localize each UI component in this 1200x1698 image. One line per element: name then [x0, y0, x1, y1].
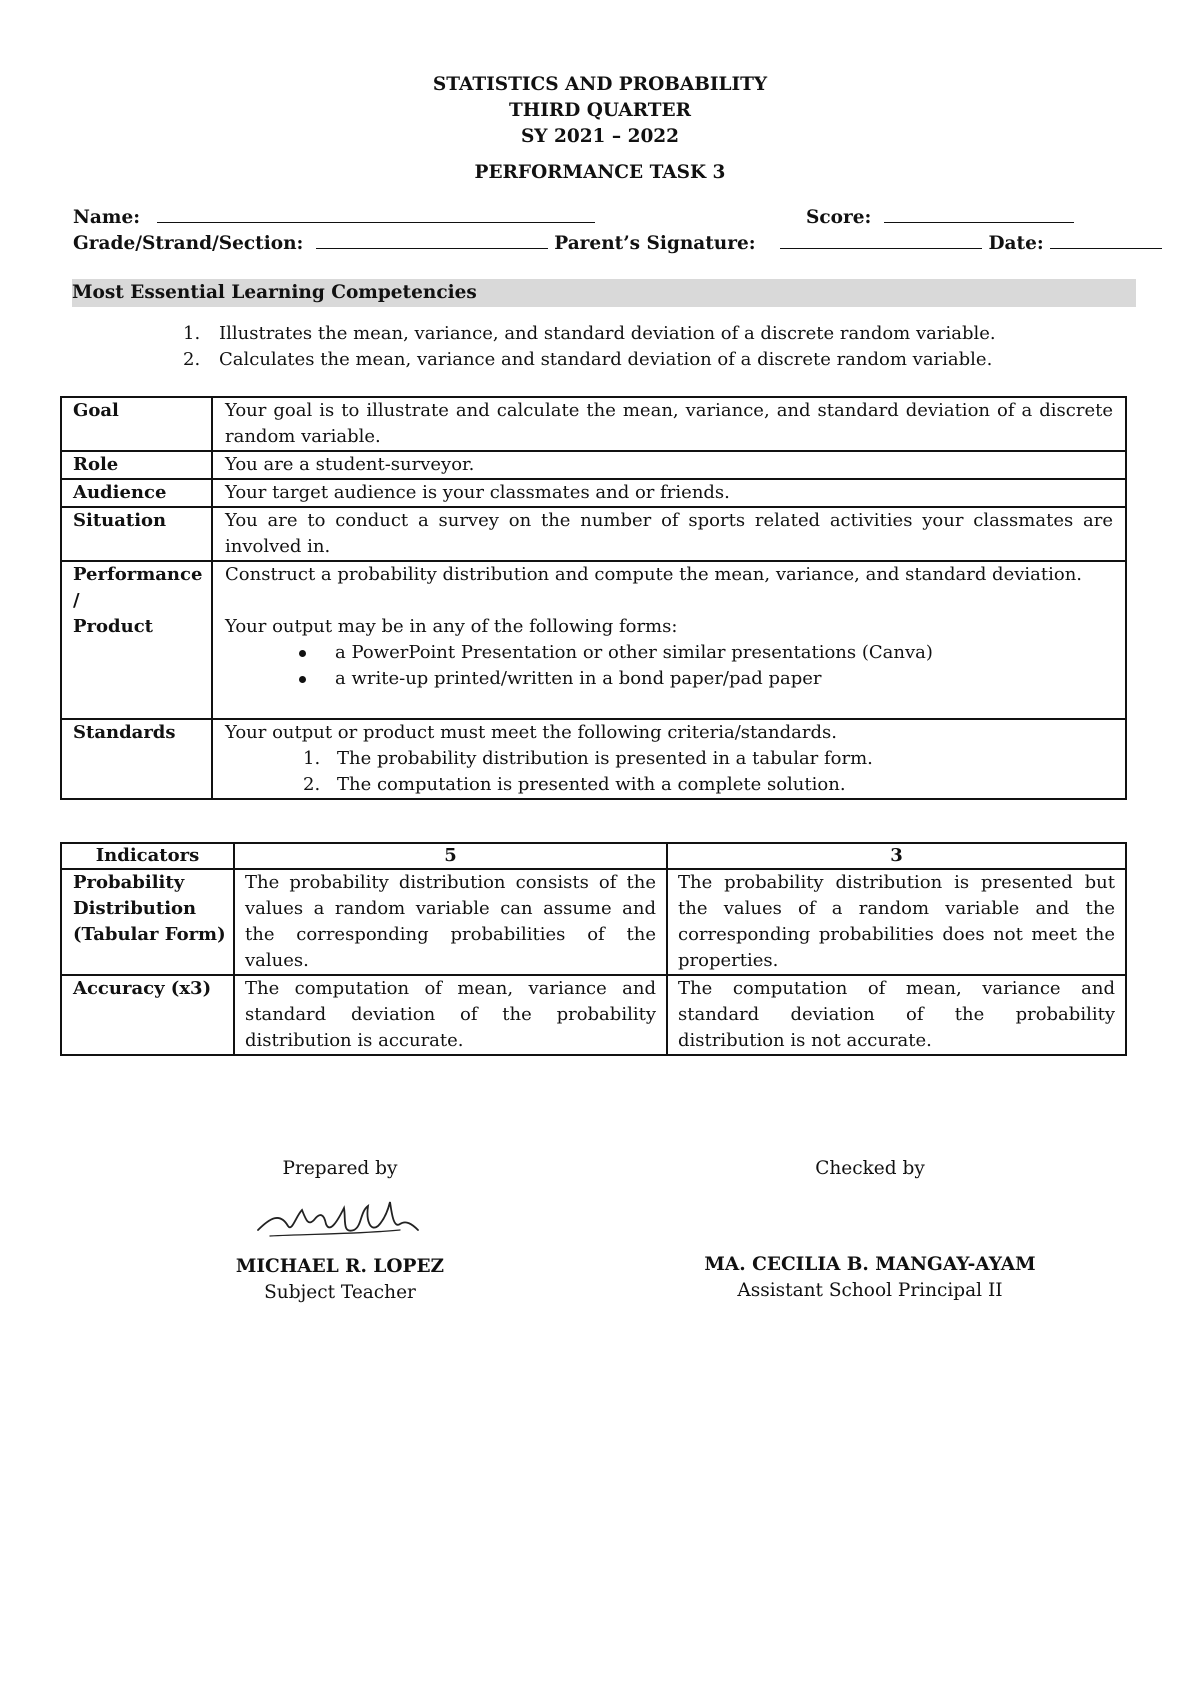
checked-by-title: Assistant School Principal II	[737, 1280, 1003, 1301]
accuracy-score-5: The computation of mean, variance and standard deviation of the probability distribution is accurate.	[234, 975, 667, 1055]
goal-text: Your goal is to illustrate and calculate the mean, variance, and standard deviation of a discrete random variable.	[212, 397, 1126, 451]
prepared-by-title: Subject Teacher	[264, 1282, 416, 1303]
checked-by-name: MA. CECILIA B. MANGAY-AYAM	[704, 1254, 1036, 1275]
task-title: PERFORMANCE TASK 3	[474, 162, 726, 183]
name-field[interactable]	[157, 206, 595, 223]
competencies-list	[175, 322, 1135, 374]
grasps-table	[60, 396, 1127, 800]
probability-score-3: The probability distribution is presented but the values of a random variable and the corresponding probabilities does not meet the properties.	[667, 869, 1126, 975]
standards-list	[225, 746, 1113, 798]
list-item: 2. Calculates the mean, variance and standard deviation of a discrete random variable.	[183, 349, 993, 370]
table-row	[61, 869, 1126, 975]
audience-text: Your target audience is your classmates and or friends.	[212, 479, 1126, 507]
list-item: 2. The computation is presented with a complete solution.	[303, 774, 846, 795]
signature-icon	[250, 1190, 430, 1252]
situation-label: Situation	[61, 507, 212, 561]
grade-row	[73, 232, 1162, 254]
list-item: a write-up printed/written in a bond paper/pad paper	[293, 666, 1113, 692]
prepared-by-name: MICHAEL R. LOPEZ	[235, 1256, 445, 1277]
standards-text: Your output or product must meet the following criteria/standards. 1. The probability distribution is presented in a tabular form. 2. The computation is presented with a complete solution.	[212, 719, 1126, 799]
indicator-accuracy: Accuracy (x3)	[61, 975, 234, 1055]
parent-signature-field[interactable]	[780, 232, 982, 249]
checked-by-block	[660, 1156, 1080, 1304]
table-row	[61, 479, 1126, 507]
performance-label: Performance / Product	[61, 561, 212, 719]
table-header-row	[61, 843, 1126, 869]
subject-title: STATISTICS AND PROBABILITY	[432, 74, 768, 95]
table-row	[61, 397, 1126, 451]
table-row	[61, 561, 1126, 719]
grade-label: Grade/Strand/Section:	[73, 233, 304, 254]
prepared-by-block	[190, 1156, 490, 1306]
school-year: SY 2021 – 2022	[520, 126, 680, 147]
score-field[interactable]	[884, 206, 1074, 223]
indicator-probability: Probability Distribution (Tabular Form)	[61, 869, 234, 975]
list-item: 1. The probability distribution is presented in a tabular form.	[303, 748, 873, 769]
audience-label: Audience	[61, 479, 212, 507]
score-label: Score:	[806, 207, 872, 228]
prepared-by-label: Prepared by	[282, 1158, 398, 1179]
date-field[interactable]	[1050, 232, 1162, 249]
table-row	[61, 719, 1126, 799]
name-row	[73, 206, 595, 228]
quarter-title: THIRD QUARTER	[508, 100, 692, 121]
score-3-header: 3	[667, 843, 1126, 869]
table-row	[61, 975, 1126, 1055]
rubric-table	[60, 842, 1127, 1056]
role-label: Role	[61, 451, 212, 479]
score-5-header: 5	[234, 843, 667, 869]
bullet-icon	[299, 676, 306, 683]
performance-text: Construct a probability distribution and compute the mean, variance, and standard deviation. Your output may be in any of the following forms: a PowerPoint Presentation or other similar presentations (Canva) a write-up printed/written in a bond paper/pad paper	[212, 561, 1126, 719]
checked-by-label: Checked by	[815, 1158, 925, 1179]
probability-score-5: The probability distribution consists of the values a random variable can assume and the corresponding probabilities of the values.	[234, 869, 667, 975]
standards-label: Standards	[61, 719, 212, 799]
list-item: a PowerPoint Presentation or other similar presentations (Canva)	[293, 640, 1113, 666]
name-label: Name:	[73, 207, 141, 228]
situation-text: You are to conduct a survey on the number of sports related activities your classmates are involved in.	[212, 507, 1126, 561]
output-forms-list	[225, 640, 1113, 692]
date-label: Date:	[988, 233, 1044, 254]
competencies-heading: Most Essential Learning Competencies	[72, 279, 1136, 307]
parent-signature-label: Parent’s Signature:	[554, 233, 756, 254]
bullet-icon	[299, 650, 306, 657]
table-row	[61, 507, 1126, 561]
list-item: 1. Illustrates the mean, variance, and standard deviation of a discrete random variable.	[183, 323, 996, 344]
accuracy-score-3: The computation of mean, variance and standard deviation of the probability distribution is not accurate.	[667, 975, 1126, 1055]
indicators-header: Indicators	[61, 843, 234, 869]
score-row	[806, 206, 1074, 228]
role-text: You are a student-surveyor.	[212, 451, 1126, 479]
table-row	[61, 451, 1126, 479]
grade-field[interactable]	[316, 232, 548, 249]
goal-label: Goal	[61, 397, 212, 451]
